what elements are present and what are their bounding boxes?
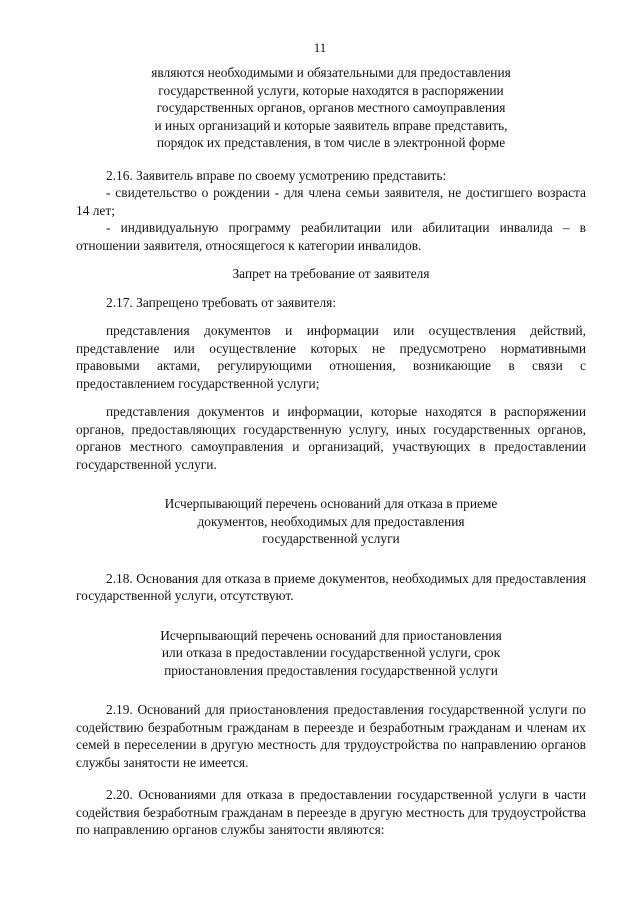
paragraph-2-17-item-1: представления документов и информации или осуществления действий, представление или осуществление которых не предусмотрено нормативными правовыми актами, регулирующими отношения, возникающие в связи с предоставлением государственной услуги; — [76, 323, 586, 391]
intro-heading-line: порядок их представления, в том числе в электронной форме — [156, 135, 506, 150]
paragraph-2-19: 2.19. Оснований для приостановления предоставления государственной услуги по содействию безработным гражданам в переезде и безработным гражданам и членам их семей в переселении в другую местность для трудоустройства по направлению органов службы занятости не имеется. — [76, 702, 586, 770]
page-number: 11 — [313, 40, 327, 55]
document-body — [76, 64, 586, 839]
paragraph-2-18: 2.18. Основания для отказа в приеме документов, необходимых для предоставления государственной услуги, отсутствуют. — [76, 570, 586, 603]
paragraph-2-16: 2.16. Заявитель вправе по своему усмотрению представить: — [106, 167, 447, 183]
intro-heading-line: являются необходимыми и обязательными для предоставления — [151, 65, 511, 80]
heading-zapret: Запрет на требование от заявителя — [232, 266, 430, 281]
intro-heading — [76, 64, 586, 152]
heading-line: государственной услуги — [262, 531, 400, 546]
intro-heading-line: государственной услуги, которые находятся в распоряжении — [158, 82, 504, 98]
heading-line: документов, необходимых для предоставления — [197, 513, 465, 529]
paragraph-2-17: 2.17. Запрещено требовать от заявителя: — [106, 294, 337, 310]
heading-line: или отказа в предоставлении государственной услуги, срок — [161, 645, 501, 660]
paragraph-2-16-item-1: - свидетельство о рождении - для члена семьи заявителя, не достигшего возраста 14 лет; — [76, 185, 586, 218]
heading-refusal-accept — [76, 495, 586, 548]
heading-suspension — [76, 627, 586, 680]
heading-line: приостановления предоставления государственной услуги — [164, 662, 498, 678]
paragraph-2-20: 2.20. Основаниями для отказа в предоставлении государственной услуги в части содействия безработным гражданам в переезде в другую местность для трудоустройства по направлению органов службы занятости являются: — [76, 787, 586, 837]
heading-line: Исчерпывающий перечень оснований для отказа в приеме — [164, 496, 498, 511]
paragraph-2-16-item-2: - индивидуальную программу реабилитации или абилитации инвалида – в отношении заявителя, относящегося к категории инвалидов. — [76, 220, 586, 253]
intro-heading-line: государственных органов, органов местного самоуправления — [156, 100, 506, 115]
heading-line: Исчерпывающий перечень оснований для приостановления — [160, 627, 502, 643]
intro-heading-line: и иных организаций и которые заявитель вправе представить, — [154, 117, 508, 133]
paragraph-2-17-item-2: представления документов и информации, которые находятся в распоряжении органов, предоставляющих государственную услугу, иных государственных органов, органов местного самоуправления и организаций, участвующих в предоставлении государственной услуги. — [76, 404, 586, 472]
